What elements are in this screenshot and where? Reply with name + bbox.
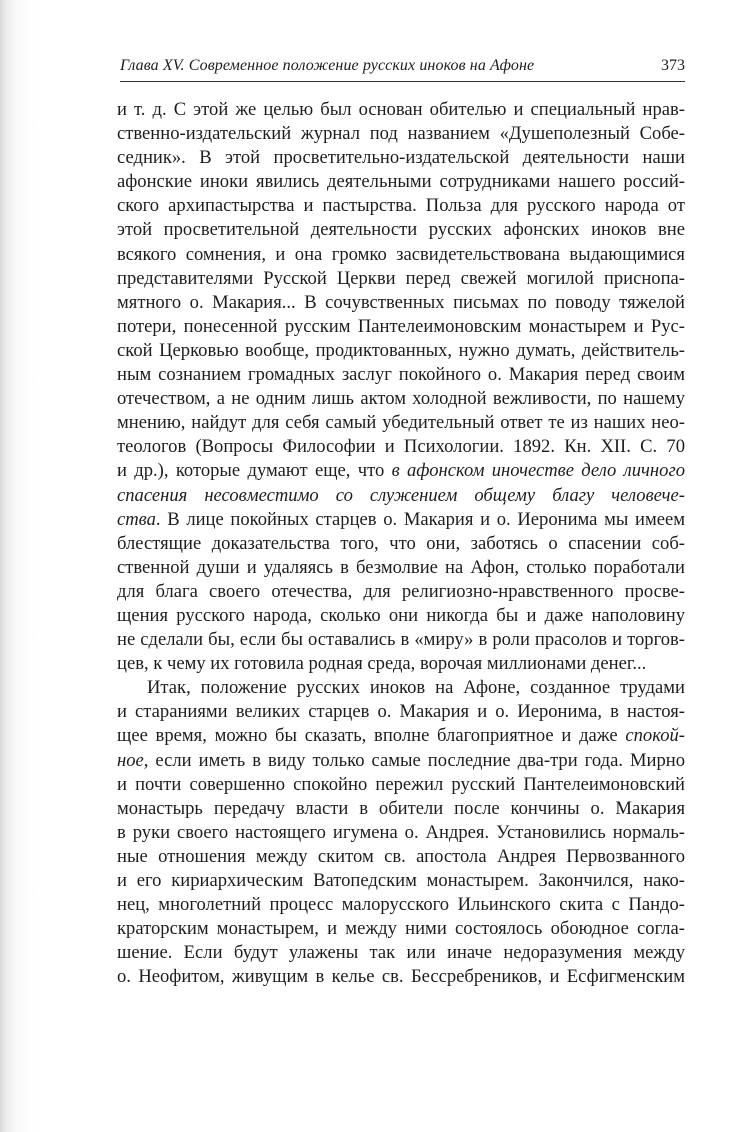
text-line	[117, 243, 685, 267]
text-line	[117, 676, 685, 700]
text-line	[117, 724, 685, 748]
running-title: Глава XV. Современное положение русских иноков на Афоне	[120, 57, 535, 74]
text-segment: цев, к чему их готовила родная среда, ворочая миллионами денег...	[117, 653, 647, 675]
text-line	[117, 315, 685, 339]
text-line	[117, 508, 685, 532]
text-segment: и стараниями великих старцев о. Макария и о. Иеронима, в настоя-	[117, 701, 685, 723]
text-line	[117, 218, 685, 242]
text-line	[117, 893, 685, 917]
text-segment: теологов (Вопросы Философии и Психологии. 1892. Кн. XII. С. 70	[117, 436, 685, 458]
text-line	[117, 363, 685, 387]
text-segment: ской Церковью вообще, продиктованных, нужно думать, действитель-	[117, 339, 685, 361]
text-line	[117, 845, 685, 869]
text-line	[117, 267, 685, 291]
text-segment: не сделали бы, если бы оставались в «миру» в роли прасолов и торгов-	[117, 629, 685, 651]
text-line	[117, 652, 685, 676]
text-segment: седник». В этой просветительно-издательской деятельности наши	[117, 147, 685, 169]
text-line	[117, 917, 685, 941]
text-line	[117, 628, 685, 652]
text-line	[117, 411, 685, 435]
text-segment: отечеством, а не одним лишь актом холодной вежливости, по нашему	[117, 388, 685, 410]
text-segment: и др.), которые думают еще, что	[117, 460, 392, 482]
text-line	[117, 291, 685, 315]
text-segment: щее время, можно бы сказать, вполне благоприятное и даже	[117, 725, 626, 747]
text-segment: и почти совершенно спокойно пережил русский Пантелеимоновский	[117, 773, 685, 795]
text-segment: для блага своего отечества, для религиозно-нравственного просве-	[117, 580, 685, 602]
text-segment: ным сознанием громадных заслуг покойного о. Макария перед своим	[117, 364, 685, 386]
text-line	[117, 700, 685, 724]
text-segment: ственно-издательский журнал под названием «Душеполезный Собе-	[117, 123, 685, 145]
running-header	[120, 55, 685, 82]
text-segment: этой просветительной деятельности русских афонских иноков вне	[117, 219, 685, 241]
text-segment: нец, многолетний процесс малорусского Ильинского скита с Пандо-	[117, 894, 685, 916]
italic-text-segment: спасения несовместимо со служением общему благу человече-	[117, 484, 685, 506]
text-segment: блестящие доказательства того, что они, заботясь о спасении соб-	[117, 532, 685, 554]
text-line	[117, 604, 685, 628]
text-segment: , если иметь в виду только самые последние два-три года. Мирно	[143, 749, 685, 771]
text-line	[117, 146, 685, 170]
text-line	[117, 580, 685, 604]
text-line	[117, 556, 685, 580]
text-line	[117, 484, 685, 508]
text-line	[117, 194, 685, 218]
text-segment: щения русского народа, сколько они никогда бы и даже наполовину	[117, 604, 685, 626]
text-segment: и т. д. С этой же целью был основан обителью и специальный нрав-	[117, 99, 685, 120]
text-segment: афонские иноки явились деятельными сотрудниками нашего россий-	[117, 171, 685, 193]
text-line	[117, 170, 685, 194]
text-segment: монастырь передачу власти в обители после кончины о. Макария	[117, 797, 685, 819]
text-line	[117, 797, 685, 821]
text-segment: ского архипастырства и пастырства. Польза для русского народа от	[117, 195, 685, 217]
text-segment: ственной души и удаляясь в безмолвие на Афон, столько поработали	[117, 556, 685, 578]
text-line	[117, 339, 685, 363]
text-segment: в руки своего настоящего игумена о. Андрея. Установились нормаль-	[117, 821, 685, 843]
italic-text-segment: спокой-	[625, 725, 685, 747]
text-line	[117, 98, 685, 122]
text-segment: ные отношения между скитом св. апостола Андрея Первозванного	[117, 845, 685, 867]
text-segment: шение. Если будут улажены так или иначе недоразумения между	[117, 942, 685, 964]
text-segment: мятного о. Макария... В сочувственных письмах по поводу тяжелой	[117, 291, 685, 313]
text-line	[117, 122, 685, 146]
text-line	[117, 749, 685, 773]
text-segment: и его кириархическим Ватопедским монастырем. Закончился, нако-	[117, 870, 685, 891]
text-line	[117, 821, 685, 845]
italic-text-segment: ства	[117, 508, 156, 530]
text-segment: потери, понесенной русским Пантелеимоновским монастырем и Рус-	[117, 315, 685, 337]
text-segment: о. Неофитом, живущим в келье св. Бессребреников, и Есфигменским	[117, 966, 685, 988]
text-line	[117, 965, 685, 989]
page-number: 373	[661, 57, 685, 74]
text-line	[117, 941, 685, 965]
text-segment: краторским монастырем, и между ними состоялось обоюдное согла-	[117, 918, 685, 940]
body-text	[117, 98, 685, 989]
text-segment: . В лице покойных старцев о. Макария и о. Иеронима мы имеем	[155, 508, 685, 530]
text-segment: всякого сомнения, и она громко засвидетельствована выдающимися	[117, 243, 685, 265]
text-line	[117, 532, 685, 556]
text-line	[117, 459, 685, 483]
italic-text-segment: в афонском иночестве дело личного	[391, 460, 685, 482]
text-line	[117, 387, 685, 411]
text-segment: представителями Русской Церкви перед свежей могилой приснопа-	[117, 267, 685, 289]
text-line	[117, 773, 685, 797]
italic-text-segment: ное	[117, 749, 144, 771]
text-segment: мнению, найдут для себя самый убедительный ответ те из наших нео-	[117, 412, 685, 434]
text-line	[117, 869, 685, 893]
text-line	[117, 435, 685, 459]
text-segment: Итак, положение русских иноков на Афоне, созданное трудами	[147, 677, 685, 699]
